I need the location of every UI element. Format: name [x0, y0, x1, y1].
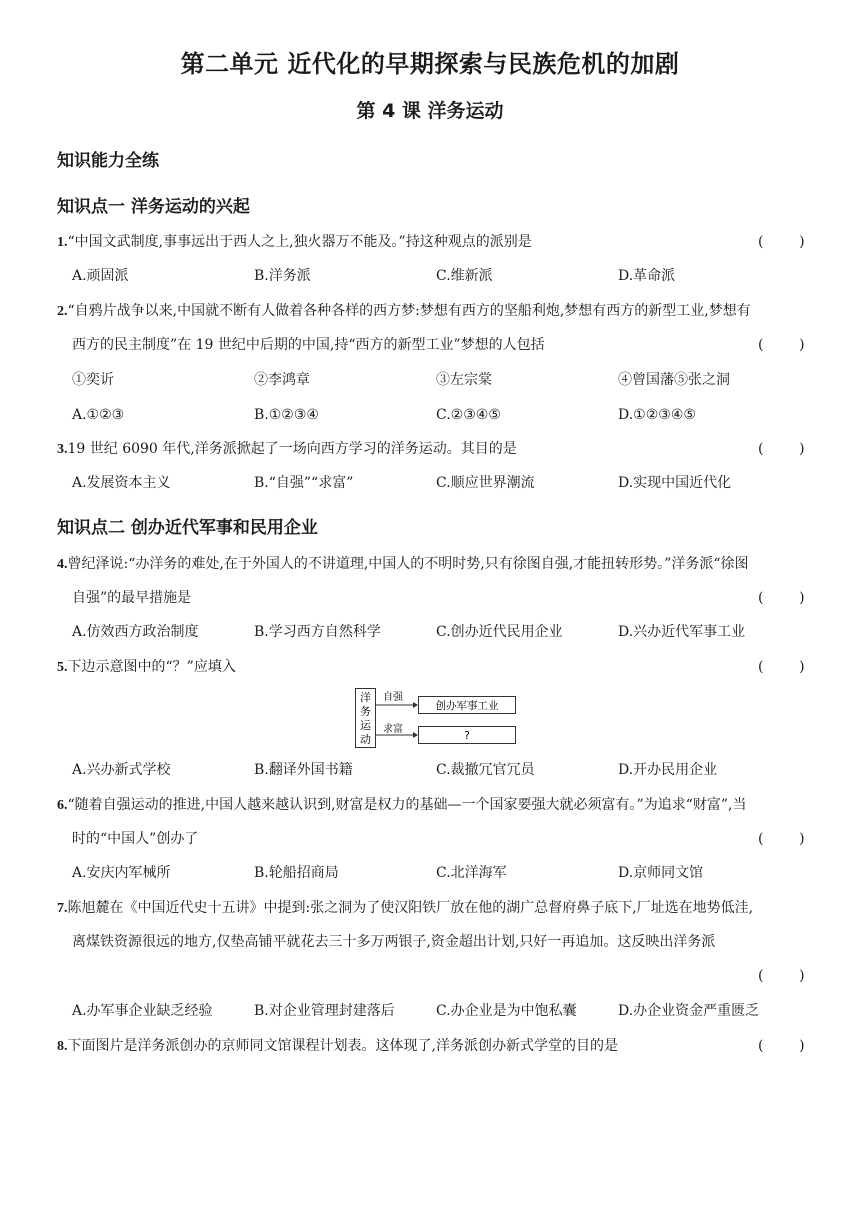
question-text: 陈旭麓在《中国近代史十五讲》中提到:张之洞为了使汉阳铁厂放在他的湖广总督府鼻子底下,厂址选在地势低洼, — [67, 900, 754, 916]
lesson-title: 第 4 课 洋务运动 — [356, 100, 504, 122]
question-7-stem-line-2: 离煤铁资源很远的地方,仅垫高铺平就花去三十多万两银子,资金超出计划,只好一再追加。这反映出洋务派 — [72, 934, 716, 950]
question-2-stem-line-1 — [57, 301, 751, 322]
diagram-arrowhead-bottom — [413, 732, 418, 738]
question-number: 3. — [57, 442, 68, 457]
question-8-stem — [57, 1036, 618, 1057]
diagram-arrow-label-top: 自强 — [383, 692, 403, 703]
option-a: A.发展资本主义 — [72, 475, 171, 491]
diagram-arrowhead-top — [413, 702, 418, 708]
option-d: D.开办民用企业 — [618, 762, 718, 778]
option-a: A.①②③ — [72, 407, 125, 423]
unit-title: 第二单元 近代化的早期探索与民族危机的加剧 — [180, 50, 680, 78]
question-7-stem-line-1 — [57, 898, 753, 919]
question-3-stem — [57, 439, 517, 460]
diagram-left-char-1: 洋 — [360, 691, 371, 704]
question-text: 下面图片是洋务派创办的京师同文馆课程计划表。这体现了,洋务派创办新式学堂的目的是 — [67, 1038, 618, 1054]
option-c: C.顺应世界潮流 — [436, 475, 535, 491]
option-a: A.仿效西方政治制度 — [72, 624, 199, 640]
option-a: A.兴办新式学校 — [72, 762, 171, 778]
option-c: C.办企业是为中饱私囊 — [436, 1003, 577, 1019]
option-c: C.创办近代民用企业 — [436, 624, 563, 640]
schematic-diagram — [355, 688, 517, 748]
diagram-left-char-2: 务 — [360, 705, 371, 718]
question-number: 4. — [57, 557, 68, 572]
option-b: B.轮船招商局 — [254, 865, 339, 881]
answer-paren: ( ) — [758, 337, 805, 353]
diagram-top-box-text: 创办军事工业 — [435, 700, 499, 712]
option-c: C.北洋海军 — [436, 865, 507, 881]
diagram-left-char-4: 动 — [360, 733, 371, 746]
item-2: ②李鸿章 — [254, 372, 310, 388]
question-6-stem-line-2: 时的“中国人”创办了 — [72, 831, 199, 847]
option-c: C.维新派 — [436, 268, 493, 284]
question-text: 下边示意图中的“？”应填入 — [67, 659, 236, 675]
option-a: A.安庆内军械所 — [72, 865, 171, 881]
option-a: A.办军事企业缺乏经验 — [72, 1003, 213, 1019]
diagram-arrow-label-bottom: 求富 — [383, 724, 403, 735]
option-d: D.实现中国近代化 — [618, 475, 732, 491]
answer-paren: ( ) — [758, 234, 805, 250]
option-d: D.革命派 — [618, 268, 676, 284]
question-1-stem — [57, 232, 532, 253]
answer-paren: ( ) — [758, 659, 805, 675]
question-number: 2. — [57, 304, 68, 319]
question-6-stem-line-1 — [57, 795, 746, 816]
option-c: C.裁撤冗官冗员 — [436, 762, 535, 778]
section-heading-practice: 知识能力全练 — [57, 151, 159, 171]
question-4-stem-line-2: 自强”的最早措施是 — [72, 590, 192, 606]
question-text: “自鸦片战争以来,中国就不断有人做着各种各样的西方梦:梦想有西方的坚船利炮,梦想有西方的新型工业,梦想有 — [67, 303, 751, 319]
item-1: ①奕䜣 — [72, 372, 114, 388]
option-b: B.“自强”“求富” — [254, 475, 354, 491]
question-number: 5. — [57, 660, 68, 675]
diagram-left-char-3: 运 — [360, 719, 371, 732]
section-heading-point-2: 知识点二 创办近代军事和民用企业 — [57, 518, 318, 538]
option-c: C.②③④⑤ — [436, 407, 501, 423]
option-b: B.洋务派 — [254, 268, 311, 284]
question-number: 1. — [57, 235, 68, 250]
item-4-5: ④曾国藩⑤张之洞 — [618, 372, 730, 388]
question-2-stem-line-2: 西方的民主制度”在 19 世纪中后期的中国,持“西方的新型工业”梦想的人包括 — [72, 337, 545, 353]
option-b: B.①②③④ — [254, 407, 319, 423]
option-b: B.翻译外国书籍 — [254, 762, 353, 778]
question-5-stem — [57, 657, 236, 678]
question-number: 6. — [57, 798, 68, 813]
answer-paren: ( ) — [758, 441, 805, 457]
option-b: B.学习西方自然科学 — [254, 624, 381, 640]
question-number: 8. — [57, 1039, 68, 1054]
question-4-stem-line-1 — [57, 554, 749, 575]
option-d: D.办企业资金严重匮乏 — [618, 1003, 760, 1019]
option-a: A.顽固派 — [72, 268, 129, 284]
answer-paren: ( ) — [758, 968, 805, 984]
diagram-bottom-box-text: ? — [464, 730, 470, 742]
answer-paren: ( ) — [758, 831, 805, 847]
section-heading-point-1: 知识点一 洋务运动的兴起 — [57, 197, 250, 217]
answer-paren: ( ) — [758, 1038, 805, 1054]
item-3: ③左宗棠 — [436, 372, 492, 388]
question-text: “中国文武制度,事事远出于西人之上,独火器万不能及。”持这种观点的派别是 — [67, 234, 532, 250]
question-text: 19 世纪 6090 年代,洋务派掀起了一场向西方学习的洋务运动。其目的是 — [67, 441, 517, 457]
question-number: 7. — [57, 901, 68, 916]
option-d: D.京师同文馆 — [618, 865, 704, 881]
question-text: 曾纪泽说:“办洋务的难处,在于外国人的不讲道理,中国人的不明时势,只有徐图自强,才能扭转形势。”洋务派“徐图 — [67, 556, 749, 572]
question-text: “随着自强运动的推进,中国人越来越认识到,财富是权力的基础—一个国家要强大就必须富有。”为追求“财富”,当 — [67, 797, 747, 813]
option-d: D.兴办近代军事工业 — [618, 624, 746, 640]
option-b: B.对企业管理封建落后 — [254, 1003, 395, 1019]
answer-paren: ( ) — [758, 590, 805, 606]
option-d: D.①②③④⑤ — [618, 407, 696, 423]
